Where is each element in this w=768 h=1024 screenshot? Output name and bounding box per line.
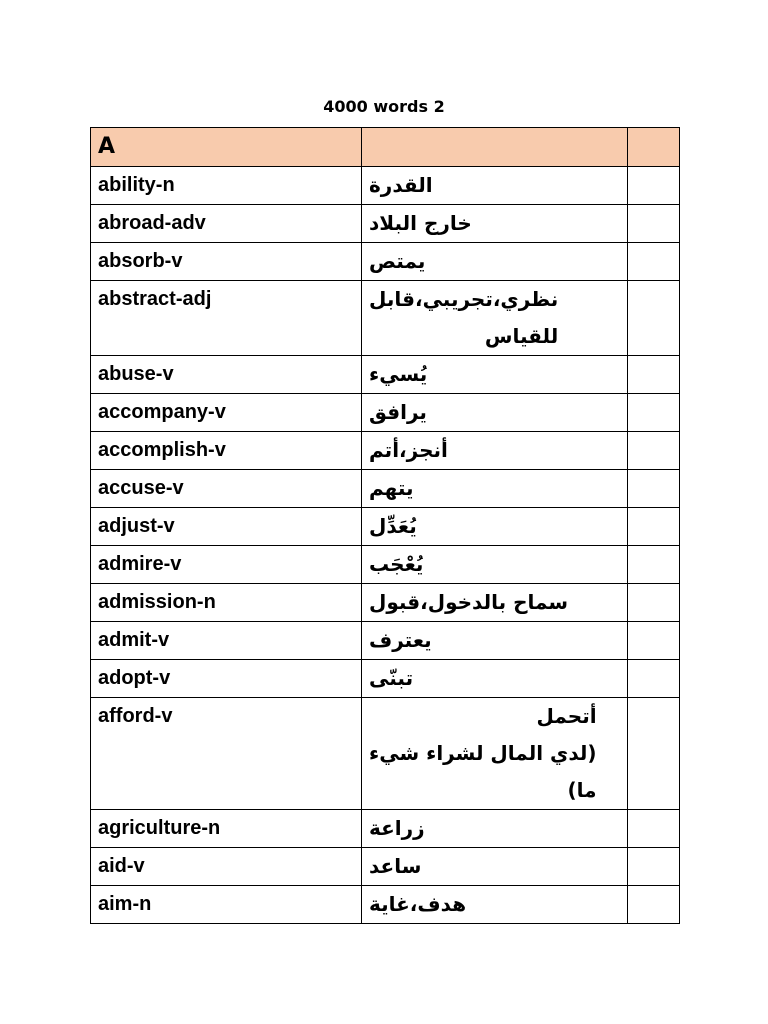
- english-word-cell: agriculture-n: [91, 810, 362, 848]
- arabic-translation-text: يُعَدِّل: [369, 514, 417, 538]
- empty-cell: [628, 205, 680, 243]
- header-empty-cell: [362, 128, 628, 167]
- empty-cell: [628, 508, 680, 546]
- english-word-cell: admission-n: [91, 584, 362, 622]
- empty-cell: [628, 281, 680, 356]
- table-row: [91, 243, 680, 281]
- arabic-translation-text: نظري،تجريبي،قابل للقياس: [369, 287, 559, 348]
- empty-cell: [628, 432, 680, 470]
- arabic-translation-text: يرافق: [369, 400, 427, 424]
- table-row: [91, 848, 680, 886]
- english-word-cell: abuse-v: [91, 356, 362, 394]
- english-word-cell: admire-v: [91, 546, 362, 584]
- arabic-translation-cell: [362, 622, 628, 660]
- empty-cell: [628, 167, 680, 205]
- arabic-translation-text: القدرة: [369, 173, 433, 197]
- page-title: 4000 words 2: [323, 97, 445, 116]
- table-row: [91, 281, 680, 356]
- table-row: [91, 205, 680, 243]
- table-header-row: [91, 128, 680, 167]
- arabic-translation-cell: [362, 584, 628, 622]
- arabic-translation-text: زراعة: [369, 816, 425, 840]
- table-row: [91, 660, 680, 698]
- arabic-translation-cell: [362, 508, 628, 546]
- english-word-cell: accompany-v: [91, 394, 362, 432]
- english-word-cell: aid-v: [91, 848, 362, 886]
- english-word-cell: accomplish-v: [91, 432, 362, 470]
- arabic-translation-cell: [362, 394, 628, 432]
- arabic-translation-cell: [362, 886, 628, 924]
- arabic-translation-cell: [362, 698, 628, 810]
- empty-cell: [628, 584, 680, 622]
- table-row: [91, 622, 680, 660]
- english-word-cell: abroad-adv: [91, 205, 362, 243]
- arabic-translation-text: يمتص: [369, 249, 426, 273]
- arabic-translation-text: أتحمل (لدي المال لشراء شيء ما): [369, 704, 597, 802]
- arabic-translation-text: خارج البلاد: [369, 211, 472, 235]
- english-word-cell: accuse-v: [91, 470, 362, 508]
- table-row: [91, 356, 680, 394]
- empty-cell: [628, 660, 680, 698]
- english-word-cell: afford-v: [91, 698, 362, 810]
- arabic-translation-cell: [362, 810, 628, 848]
- arabic-translation-cell: [362, 205, 628, 243]
- section-letter-cell: A: [91, 128, 362, 167]
- table-row: [91, 394, 680, 432]
- arabic-translation-text: هدف،غاية: [369, 892, 467, 916]
- arabic-translation-cell: [362, 546, 628, 584]
- arabic-translation-text: سماح بالدخول،قبول: [369, 590, 569, 614]
- arabic-translation-text: أنجز،أتم: [369, 438, 448, 462]
- arabic-translation-cell: [362, 281, 628, 356]
- arabic-translation-text: تبنّى: [369, 666, 414, 690]
- empty-cell: [628, 886, 680, 924]
- arabic-translation-text: يعترف: [369, 628, 432, 652]
- empty-cell: [628, 848, 680, 886]
- arabic-translation-cell: [362, 356, 628, 394]
- table-row: [91, 167, 680, 205]
- english-word-cell: aim-n: [91, 886, 362, 924]
- table-row: [91, 584, 680, 622]
- arabic-translation-cell: [362, 432, 628, 470]
- arabic-translation-cell: [362, 167, 628, 205]
- table-row: [91, 546, 680, 584]
- english-word-cell: ability-n: [91, 167, 362, 205]
- empty-cell: [628, 546, 680, 584]
- empty-cell: [628, 698, 680, 810]
- empty-cell: [628, 243, 680, 281]
- arabic-translation-cell: [362, 243, 628, 281]
- english-word-cell: adjust-v: [91, 508, 362, 546]
- empty-cell: [628, 810, 680, 848]
- english-word-cell: absorb-v: [91, 243, 362, 281]
- empty-cell: [628, 394, 680, 432]
- table-row: [91, 698, 680, 810]
- arabic-translation-text: ساعد: [369, 854, 422, 878]
- empty-cell: [628, 470, 680, 508]
- english-word-cell: admit-v: [91, 622, 362, 660]
- arabic-translation-cell: [362, 660, 628, 698]
- table-row: [91, 810, 680, 848]
- english-word-cell: adopt-v: [91, 660, 362, 698]
- empty-cell: [628, 356, 680, 394]
- arabic-translation-cell: [362, 470, 628, 508]
- arabic-translation-text: يُسيء: [369, 362, 428, 386]
- header-empty-cell: [628, 128, 680, 167]
- empty-cell: [628, 622, 680, 660]
- arabic-translation-text: يتهم: [369, 476, 414, 500]
- arabic-translation-text: يُعْجَب: [369, 552, 424, 576]
- english-word-cell: abstract-adj: [91, 281, 362, 356]
- table-row: [91, 886, 680, 924]
- arabic-translation-cell: [362, 848, 628, 886]
- table-row: [91, 432, 680, 470]
- vocabulary-table: [90, 127, 680, 924]
- table-row: [91, 470, 680, 508]
- table-row: [91, 508, 680, 546]
